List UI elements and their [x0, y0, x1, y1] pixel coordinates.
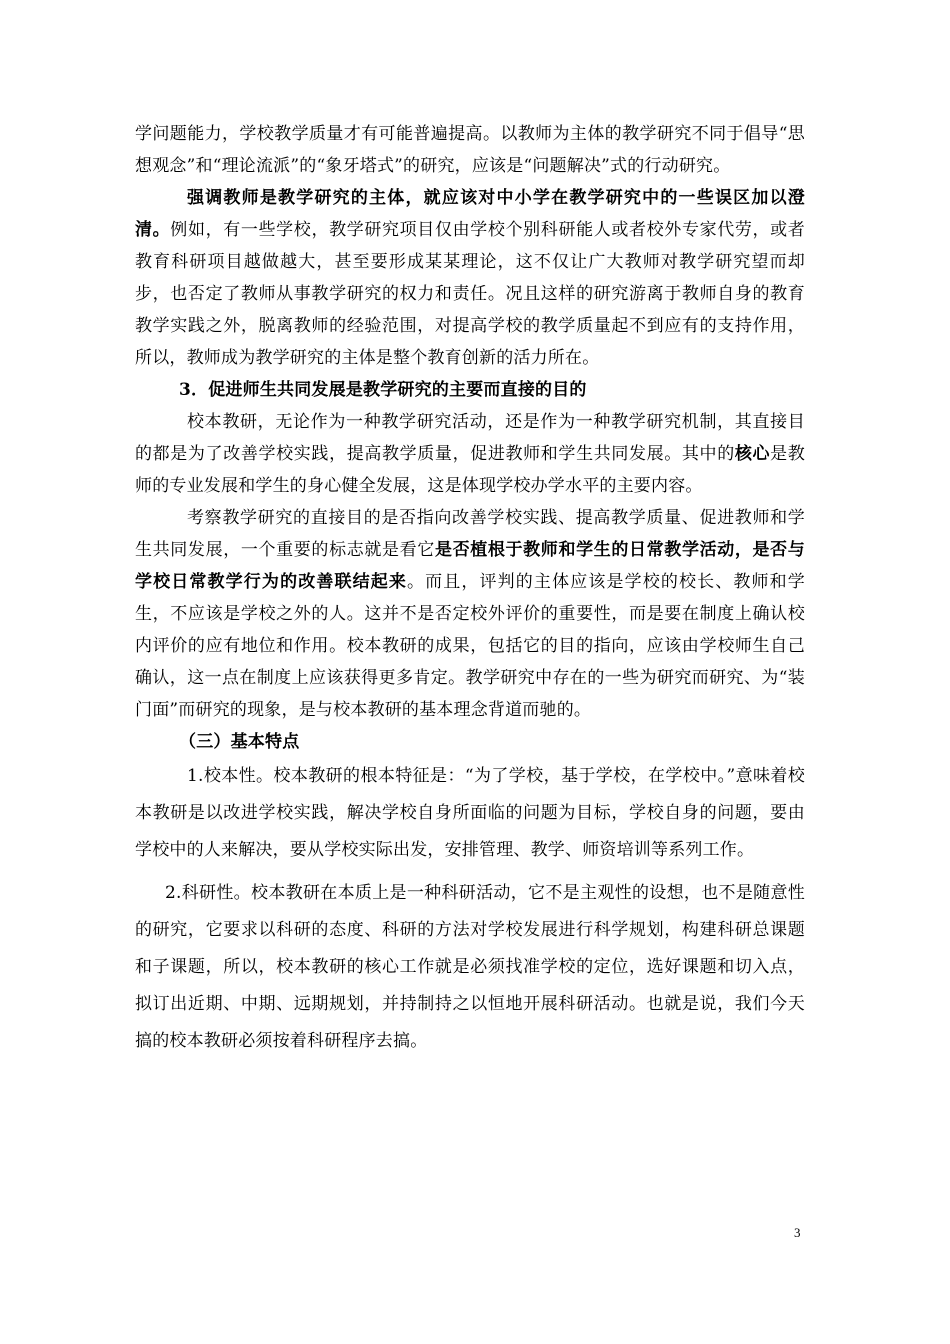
paragraph-teacher-research: 学问题能力，学校教学质量才有可能普遍提高。以教师为主体的教学研究不同于倡导“思想观念”和“理论流派”的“象牙塔式”的研究，应该是“问题解决”式的行动研究。	[135, 124, 805, 176]
emphasis-text: 强调教师是教学研究的主体，就应该对中小学在教学研究中的一些误区加以澄清。	[135, 188, 805, 240]
paragraph-research-nature: 2.科研性。校本教研在本质上是一种科研活动，它不是主观性的设想，也不是随意性的研究，它要求以科研的态度、科研的方法对学校发展进行科学规划，构建科研总课题和子课题，所以，校本教研的核心工作就是必须找准学校的定位，选好课题和切入点，拟订出近期、中期、远期规划，并持制持之以恒地开展科研活动。也就是说，我们今天搞的校本教研必须按着科研程序去搞。	[135, 883, 805, 1051]
body-text: 。而且，评判的主体应该是学校的校长、教师和学生，不应该是学校之外的人。这并不是否定校外评价的重要性，而是要在制度上确认校内评价的应有地位和作用。校本教研的成果，包括它的目的指向，应该由学校师生自己确认，这一点在制度上应该获得更多肯定。教学研究中存在的一些为研究而研究、为“装门面”而研究的现象，是与校本教研的基本理念背道而驰的。	[135, 572, 805, 720]
paragraph-evaluation	[135, 502, 805, 726]
paragraph-misconceptions	[135, 182, 805, 374]
emphasis-text: 是否植根于教师和学生的日常教学活动，是否与学校日常教学行为的改善联结起来	[135, 540, 805, 592]
paragraph-school-based: 1.校本性。校本教研的根本特征是：“为了学校，基于学校，在学校中。”意味着校本教研是以改进学校实践，解决学校自身所面临的问题为目标，学校自身的问题，要由学校中的人来解决，要从学校实际出发，安排管理、教学、师资培训等系列工作。	[135, 766, 805, 860]
page-number: 3	[794, 1225, 801, 1240]
paragraph-direct-purpose	[135, 406, 805, 502]
subheading-common-development: 3．促进师生共同发展是教学研究的主要而直接的目的	[179, 380, 587, 400]
body-text: 考察教学研究的直接目的是否指向改善学校实践、提高教学质量、促进教师和学生共同发展，一个重要的标志就是看它	[135, 508, 805, 560]
body-text: 是教师的专业发展和学生的身心健全发展，这是体现学校办学水平的主要内容。	[135, 444, 805, 496]
body-text: 例如，有一些学校，教学研究项目仅由学校个别科研能人或者校外专家代劳，或者教育科研项目越做越大，甚至要形成某某理论，这不仅让广大教师对教学研究望而却步，也否定了教师从事教学研究的权力和责任。况且这样的研究游离于教师自身的教育教学实践之外，脱离教师的经验范围，对提高学校的教学质量起不到应有的支持作用，所以，教师成为教学研究的主体是整个教育创新的活力所在。	[135, 220, 805, 368]
emphasis-text: 核心	[734, 444, 771, 464]
document-page	[135, 118, 805, 1060]
body-text: 校本教研，无论作为一种教学研究活动，还是作为一种教学研究机制，其直接目的都是为了改善学校实践，提高教学质量，促进教师和学生共同发展。其中的	[135, 412, 805, 464]
section-heading-basic-features: （三）基本特点	[179, 732, 300, 752]
